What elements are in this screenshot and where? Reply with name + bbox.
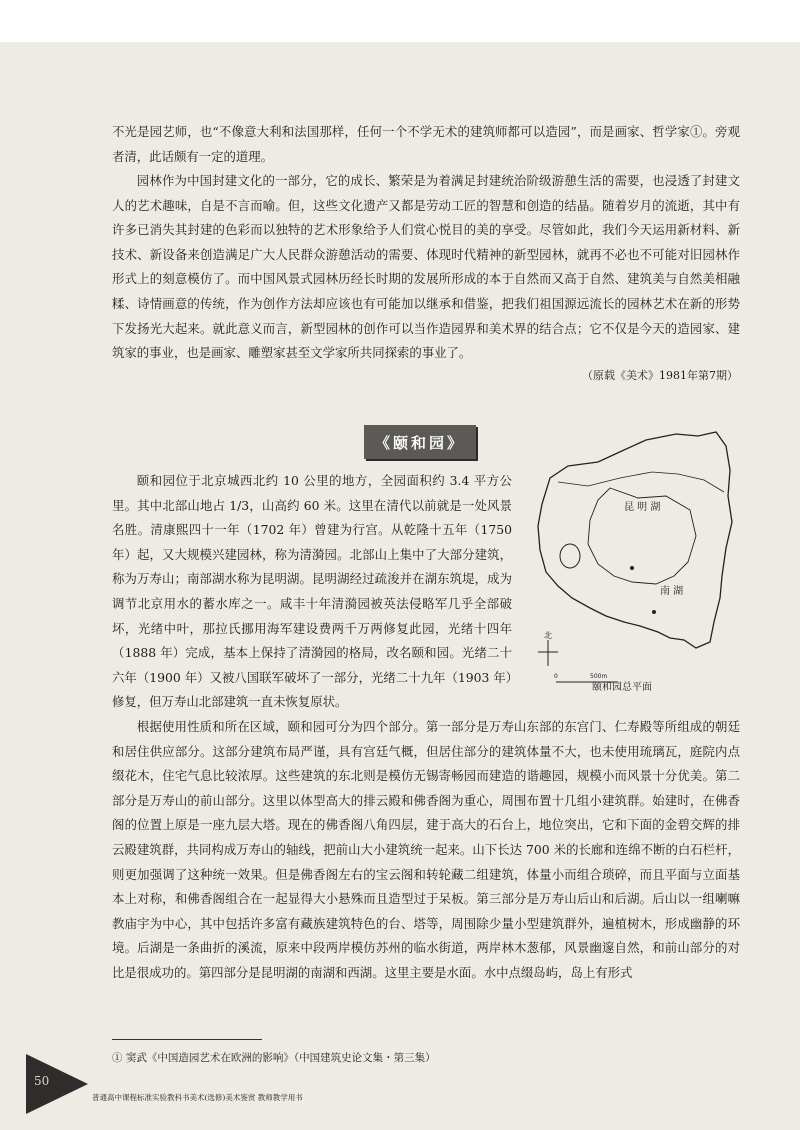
paragraph-garden-culture: 园林作为中国封建文化的一部分，它的成长、繁荣是为着满足封建统治阶级游憩生活的需要，也浸透了封建文人的艺术趣味，自是不言而喻。但，这些文化遗产又都是劳动工匠的智慧和创造的结晶。随着岁月的流逝，其中有许多已消失其封建的色彩而以独特的艺术形象给予人们赏心悦目的美的享受。尽管如此，我们今天运用新材料、新技术、新设备来创造满足广大人民群众游憩活动的需要、体现时代精神的新型园林，就再不必也不可能对旧园林作形式上的刻意模仿了。而中国风景式园林历经长时期的发展所形成的本于自然而又高于自然、建筑美与自然美相融糅、诗情画意的传统，作为创作方法却应该也有可能加以继承和借鉴，把我们祖国源远流长的园林艺术在新的形势下发扬光大起来。就此意义而言，新型园林的创作可以当作造园界和美术界的结合点；它不仅是今天的造园家、建筑家的事业，也是画家、雕塑家甚至文学家所共同探索的事业了。	[112, 173, 740, 361]
source-note: （原载《美术》1981年第7期）	[582, 369, 738, 382]
lake-label: 昆 明 湖	[624, 502, 661, 513]
running-footer: 普通高中课程标准实验教科书美术(选修)美术鉴赏 教师教学用书	[92, 1093, 303, 1102]
park-boundary	[538, 432, 732, 648]
paragraph-four-parts: 根据使用性质和所在区域，颐和园可分为四个部分。第一部分是万寿山东部的东宫门、仁寿殿等所组成的朝廷和居住供应部分。这部分建筑布局严谨，具有宫廷气概，但居住部分的建筑体量不大，也未使用琉璃瓦，庭院内点缀花木，住宅气息比较浓厚。这些建筑的东北则是模仿无锡寄畅园而建造的谐趣园，规模小而风景十分优美。第二部分是万寿山的前山部分。这里以体型高大的排云殿和佛香阁为重心，周围布置十几组小建筑群。始建时，在佛香阁的位置上原是一座九层大塔。现在的佛香阁八角四层，建于高大的石台上，地位突出，它和下面的金碧交辉的排云殿建筑群，共同构成万寿山的轴线，把前山大小建筑统一起来。山下长达 700 米的长廊和连绵不断的白石栏杆，则更加强调了这种统一效果。但是佛香阁左右的宝云阁和转轮藏二组建筑，体量小而组合琐碎，而且平面与立面基本上对称，和佛香阁组合在一起显得大小悬殊而且造型过于呆板。第三部分是万寿山后山和后湖。后山以一组喇嘛教庙宇为中心，其中包括许多富有藏族建筑特色的台、塔等，周围除少量小型建筑群外，遍植树木，形成幽静的环境。后湖是一条曲折的溪流，原来中段两岸模仿苏州的临水街道，两岸林木葱郁，风景幽邃自然，和前山部分的对比是很成功的。第四部分是昆明湖的南湖和西湖。这里主要是水面。水中点缀岛屿，岛上有形式	[112, 719, 740, 980]
scale-label: 500m	[590, 673, 608, 680]
paragraph-summer-palace-history: 颐和园位于北京城西北约 10 公里的地方，全园面积约 3.4 平方公里。其中北部山地占 1/3，山高约 60 米。这里在清代以前就是一处风景名胜。清康熙四十一年（1702 年）曾建为行宫。从乾隆十五年（1750 年）起，又大规模兴建园林，称为清漪园。北部山上集中了大部分建筑，称为万寿山；南部湖水称为昆明湖。昆明湖经过疏浚并在湖东筑堤，成为调节北京用水的蓄水库之一。咸丰十年清漪园被英法侵略军几乎全部破坏，光绪中叶，那拉氏挪用海军建设费两千万两修复此园，光绪十四年（1888 年）完成，基本上保持了清漪园的格局，改名颐和园。光绪二十六年（1900 年）又被八国联军破坏了一部分，光绪二十九年（1903 年）修复，但万寿山北部建筑一直未恢复原状。	[112, 473, 512, 710]
page-number: 50	[34, 1074, 50, 1088]
west-island	[560, 544, 580, 568]
map-caption: 颐和园总平面	[592, 682, 652, 693]
south-lake-label: 南 湖	[660, 586, 684, 597]
south-island	[630, 566, 634, 570]
north-shore	[558, 472, 724, 492]
north-label: 北	[544, 631, 552, 640]
scale-zero: 0	[554, 673, 558, 680]
site-plan-map	[528, 426, 748, 680]
paragraph-intro: 不光是园艺师，也“不像意大利和法国那样，任何一个不学无术的建筑师都可以造园”，而是画家、哲学家①。旁观者清，此话颇有一定的道理。	[112, 124, 740, 164]
footnote: ① 窦武《中国造园艺术在欧洲的影响》（中国建筑史论文集・第三集）	[112, 1052, 436, 1064]
section-title: 《颐和园》	[364, 425, 476, 459]
footnote-divider	[112, 1039, 262, 1040]
book-page	[0, 42, 800, 1130]
east-island	[652, 610, 656, 614]
